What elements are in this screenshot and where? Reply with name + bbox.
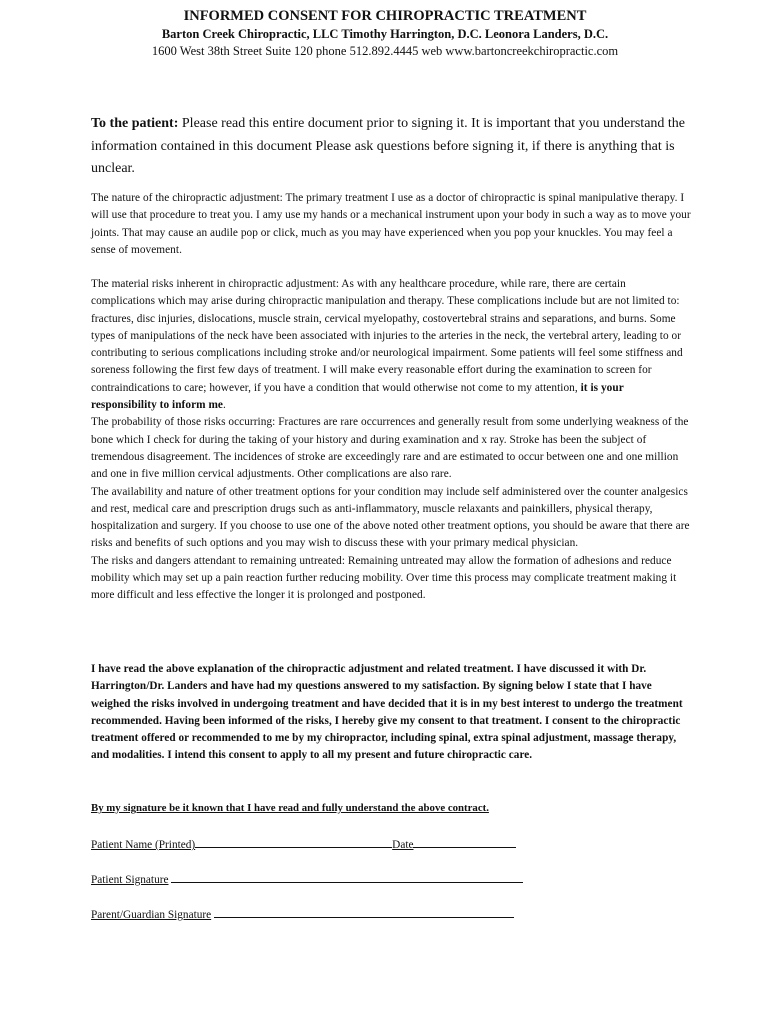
risks-emphasis: it is your responsibility to inform me [91, 381, 624, 412]
practice-line: Barton Creek Chiropractic, LLC Timothy Harrington, D.C. Leonora Landers, D.C. [161, 27, 609, 41]
date-label: Date [392, 839, 414, 851]
document-title: INFORMED CONSENT FOR CHIROPRACTIC TREATMENT [183, 8, 587, 24]
intro-paragraph [91, 113, 689, 181]
patient-name-field[interactable] [195, 835, 392, 848]
patient-name-label: Patient Name (Printed) [91, 839, 196, 851]
date-field[interactable] [413, 835, 516, 848]
risks-text: The material risks inherent in chiropractic adjustment: As with any healthcare procedure, while rare, there are certain complications which may arise during chiropractic manipulation and therapy. These complications include but are not limited to: fractures, disc injuries, dislocations, muscle strain, cervical myelopathy, costovertebral strains and separations, and burns. Some types of manipulations of the neck have been associated with injuries to the arteries in the neck, the vertebral artery, leading to or contributing to serious complications including stroke and/or neurological impairment. Some patients will feel some stiffness and soreness following the first few days of treatment. I will make every reasonable effort during the examination to screen for contraindications to care; however, if you have a condition that would otherwise not come to my attention, [91, 278, 683, 394]
address-line: 1600 West 38th Street Suite 120 phone 512.892.4445 web www.bartoncreekchiropractic.com [151, 44, 619, 58]
intro-lead: To the patient: [91, 116, 179, 131]
guardian-signature-field[interactable] [214, 905, 514, 918]
untreated-paragraph: The risks and dangers attendant to remaining untreated: Remaining untreated may allow the formation of adhesions and reduce mobility which may set up a pain reaction further reducing mobility. Over time this process may complicate treatment making it more difficult and less effective the longer it is prolonged and postponed. [91, 554, 677, 602]
risks-block [91, 276, 691, 605]
risks-end: . [223, 399, 226, 412]
intro-text: Please read this entire document prior to signing it. It is important that you understand the information contained in this document Please ask questions before signing it, if there is anything that is unclear. [91, 116, 686, 176]
availability-paragraph: The availability and nature of other treatment options for your condition may include self administered over the counter analgesics and rest, medical care and prescription drugs such as anti-inflammatory, muscle relaxants and painkillers, physical therapy, hospitalization and surgery. If you choose to use one of the above noted other treatment options, you should be aware that there are risks and benefits of such options and you may wish to discuss these with your primary medical physician. [91, 485, 690, 550]
acknowledgement-paragraph: I have read the above explanation of the chiropractic adjustment and related treatment. I have discussed it with Dr. Harrington/Dr. Landers and have had my questions answered to my satisfaction. By signing below I state that I have weighed the risks involved in undergoing treatment and have decided that it is in my best interest to undergo the treatment recommended. Having been informed of the risks, I hereby give my consent to that treatment. I consent to the chiropractic treatment offered or recommended to me by my chiropractor, including spinal, extra spinal adjustment, massage therapy, and modalities. I intend this consent to apply to all my present and future chiropractic care. [91, 663, 683, 762]
signature-statement: By my signature be it known that I have read and fully understand the above contract. [91, 802, 489, 814]
patient-name-row [91, 835, 516, 851]
patient-signature-field[interactable] [171, 870, 523, 883]
guardian-signature-label: Parent/Guardian Signature [91, 909, 212, 921]
probability-paragraph: The probability of those risks occurring: Fractures are rare occurrences and generally result from some underlying weakness of the bone which I check for during the taking of your history and during examination and x ray. Stroke has been the subject of tremendous disagreement. The incidences of stroke are exceedingly rare and are estimated to occur between one and one million and one in five million cervical adjustments. Other complications are also rare. [91, 416, 689, 481]
nature-paragraph: The nature of the chiropractic adjustment: The primary treatment I use as a doctor of chiropractic is spinal manipulative therapy. I will use that procedure to treat you. I amy use my hands or a mechanical instrument upon your body in such a way as to move your joints. That may cause an audile pop or click, much as you may have experienced when you pop your knuckles. You may feel a sense of movement. [91, 192, 691, 256]
patient-signature-row [91, 870, 523, 886]
patient-signature-label: Patient Signature [91, 874, 169, 886]
guardian-signature-row [91, 905, 514, 921]
risks-paragraph [91, 276, 691, 414]
